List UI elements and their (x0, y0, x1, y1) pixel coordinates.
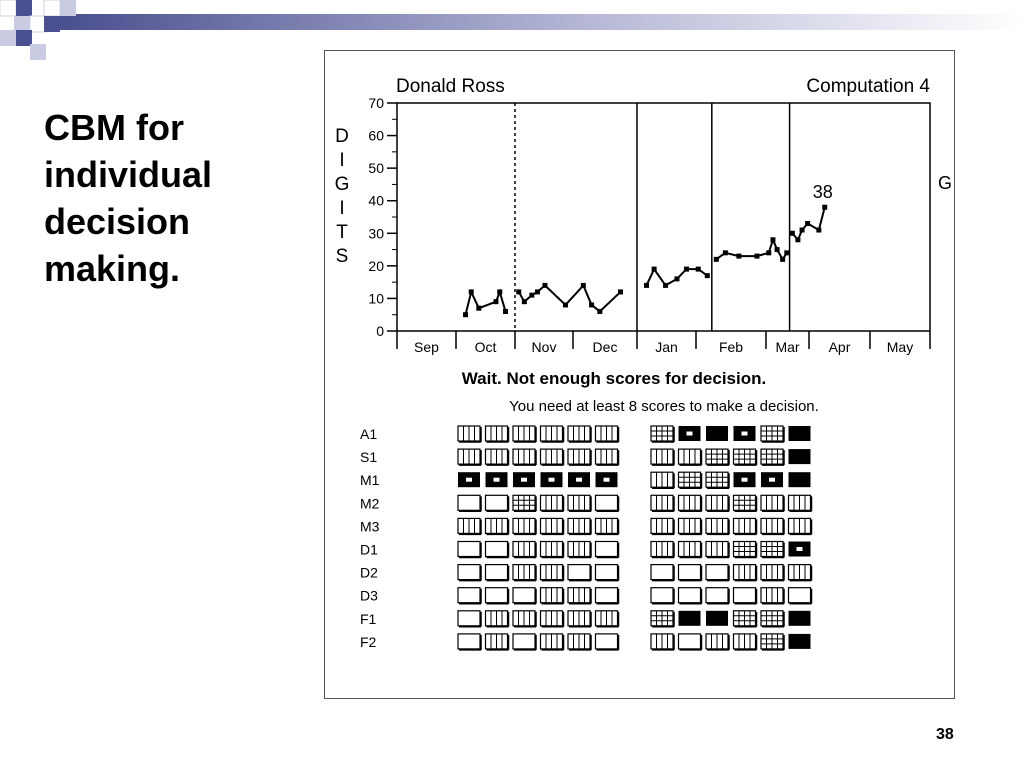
series-line (519, 285, 621, 311)
skill-box-solid-dot (789, 542, 811, 557)
skill-box-vertical (541, 495, 564, 511)
data-point (736, 254, 741, 259)
data-point (674, 276, 679, 281)
skill-box-vertical (486, 449, 509, 465)
data-point (476, 306, 481, 311)
skill-box-vertical (651, 634, 674, 650)
skill-box-empty (679, 588, 702, 604)
skill-row-label: D1 (360, 541, 378, 558)
skill-box-grid (706, 472, 729, 488)
skill-row-label: M1 (360, 472, 380, 489)
data-point (770, 237, 775, 242)
skill-box-dot (769, 478, 775, 482)
skill-box-fill (789, 426, 811, 441)
skill-box-vertical (651, 542, 674, 558)
skill-box-grid (651, 611, 674, 627)
skill-box-outline (596, 565, 618, 580)
skill-box-empty (651, 588, 674, 604)
data-point (522, 299, 527, 304)
data-point (780, 257, 785, 262)
skill-box-empty (596, 542, 619, 558)
skill-box-vertical (541, 634, 564, 650)
skill-box-solid-dot (458, 472, 480, 487)
skill-box-empty (596, 495, 619, 511)
skill-box-solid (789, 426, 811, 441)
x-tick-label: Dec (592, 339, 618, 355)
skill-row-label: S1 (360, 449, 378, 466)
skill-box-dot (604, 478, 610, 482)
skill-box-solid-dot (568, 472, 590, 487)
skill-box-vertical (568, 518, 591, 534)
skill-box-solid (679, 611, 701, 626)
skills-mastery-grid (360, 426, 812, 650)
data-point (800, 228, 805, 233)
data-point (805, 221, 810, 226)
skill-box-empty (486, 542, 509, 558)
skill-box-outline (679, 634, 701, 649)
x-tick-label: Jan (655, 339, 678, 355)
skill-row-label: D3 (360, 587, 378, 604)
data-point (503, 309, 508, 314)
skill-box-vertical (761, 495, 784, 511)
skill-box-vertical (513, 611, 536, 627)
skill-box-outline (596, 588, 618, 603)
skill-box-vertical (458, 449, 481, 465)
skill-row-label: A1 (360, 426, 378, 442)
skill-box-empty (486, 495, 509, 511)
skill-box-vertical (541, 588, 564, 604)
skill-box-empty (568, 565, 591, 581)
skill-box-empty (679, 634, 702, 650)
skill-box-grid (734, 449, 757, 465)
skill-box-fill (789, 611, 811, 626)
y-axis-letter: I (339, 150, 345, 171)
skill-box-vertical (651, 518, 674, 534)
data-point (618, 289, 623, 294)
skill-box-vertical (513, 518, 536, 534)
skill-box-solid-dot (596, 472, 618, 487)
skill-box-empty (458, 565, 481, 581)
skill-box-vertical (458, 426, 481, 442)
skill-box-empty (679, 565, 702, 581)
skill-box-empty (458, 588, 481, 604)
data-point (469, 289, 474, 294)
skill-box-vertical (679, 518, 702, 534)
skill-box-vertical (789, 518, 812, 534)
data-point (542, 283, 547, 288)
skill-box-outline (651, 565, 673, 580)
y-tick-label: 10 (368, 290, 384, 307)
skill-box-vertical (761, 565, 784, 581)
skill-box-vertical (541, 611, 564, 627)
student-name: Donald Ross (396, 76, 505, 97)
skill-box-outline (596, 634, 618, 649)
skill-box-vertical (458, 518, 481, 534)
skill-box-outline (679, 588, 701, 603)
skill-box-vertical (486, 518, 509, 534)
skill-box-outline (458, 495, 480, 510)
skill-box-solid (789, 472, 811, 487)
skill-box-empty (596, 588, 619, 604)
skill-box-outline (651, 588, 673, 603)
data-point (663, 283, 668, 288)
skill-box-solid-dot (761, 472, 783, 487)
skill-box-outline (789, 588, 811, 603)
skill-box-empty (651, 565, 674, 581)
skill-box-vertical (513, 426, 536, 442)
y-tick-label: 70 (368, 95, 384, 111)
skill-box-outline (486, 588, 508, 603)
data-point (723, 250, 728, 255)
skill-box-vertical (541, 518, 564, 534)
skill-box-empty (706, 565, 729, 581)
skill-box-dot (687, 432, 693, 436)
skill-box-grid (761, 426, 784, 442)
data-point (775, 247, 780, 252)
skill-box-outline (458, 588, 480, 603)
skill-row-label: M3 (360, 518, 380, 535)
x-tick-label: Apr (828, 339, 851, 355)
data-point (784, 250, 789, 255)
skill-box-outline (458, 565, 480, 580)
plot-area (397, 103, 930, 331)
skill-box-outline (513, 588, 535, 603)
skill-box-solid-dot (486, 472, 508, 487)
probe-name: Computation 4 (806, 76, 930, 97)
skill-row-label: M2 (360, 495, 380, 512)
skill-box-empty (513, 588, 536, 604)
skill-box-empty (486, 588, 509, 604)
data-point (497, 289, 502, 294)
skill-box-grid (706, 449, 729, 465)
skill-box-dot (521, 478, 527, 482)
y-tick-label: 0 (376, 323, 384, 339)
skill-box-vertical (706, 542, 729, 558)
skill-box-grid (761, 449, 784, 465)
skill-box-fill (789, 634, 811, 649)
skill-box-empty (486, 565, 509, 581)
y-tick-label: 60 (368, 127, 384, 144)
data-point (766, 250, 771, 255)
decision-message: Wait. Not enough scores for decision. (461, 369, 767, 388)
skill-box-grid (761, 542, 784, 558)
data-point (529, 293, 534, 298)
data-point (790, 231, 795, 236)
skill-box-vertical (596, 611, 619, 627)
skill-box-vertical (568, 495, 591, 511)
skill-box-vertical (761, 518, 784, 534)
skill-box-fill (706, 611, 728, 626)
data-point (535, 289, 540, 294)
skill-box-vertical (679, 449, 702, 465)
skill-box-solid (789, 449, 811, 464)
skill-box-dot (494, 478, 500, 482)
skill-box-outline (458, 611, 480, 626)
skill-box-grid (734, 542, 757, 558)
skill-box-vertical (513, 449, 536, 465)
skill-box-vertical (568, 449, 591, 465)
data-point (754, 254, 759, 259)
skill-box-solid (789, 634, 811, 649)
y-axis-letter: I (339, 198, 345, 219)
skill-box-solid (706, 611, 728, 626)
skill-box-outline (458, 634, 480, 649)
data-point (463, 312, 468, 317)
data-point (644, 283, 649, 288)
skill-box-empty (789, 588, 812, 604)
skill-box-solid-dot (679, 426, 701, 441)
skill-box-vertical (486, 634, 509, 650)
skill-box-empty (596, 634, 619, 650)
skill-box-outline (486, 495, 508, 510)
skill-box-outline (679, 565, 701, 580)
skill-box-solid-dot (513, 472, 535, 487)
skill-box-vertical (486, 611, 509, 627)
skill-box-outline (706, 565, 728, 580)
y-axis-letter: D (335, 126, 349, 147)
skill-box-vertical (706, 634, 729, 650)
skill-box-empty (513, 634, 536, 650)
progress-chart (368, 95, 930, 355)
skill-box-empty (458, 542, 481, 558)
skill-box-vertical (651, 449, 674, 465)
skill-box-empty (458, 634, 481, 650)
skill-box-vertical (789, 565, 812, 581)
skill-box-dot (576, 478, 582, 482)
skill-box-vertical (651, 472, 674, 488)
data-point (652, 267, 657, 272)
skill-box-fill (789, 449, 811, 464)
series-line (466, 292, 506, 315)
skill-box-grid (734, 611, 757, 627)
skill-box-vertical (789, 495, 812, 511)
skill-box-empty (458, 611, 481, 627)
y-tick-label: 30 (368, 225, 384, 242)
skill-box-vertical (596, 518, 619, 534)
skill-box-outline (596, 495, 618, 510)
y-tick-label: 20 (368, 257, 384, 274)
skill-box-grid (761, 611, 784, 627)
skill-box-vertical (706, 495, 729, 511)
skill-box-vertical (679, 542, 702, 558)
skill-box-vertical (734, 518, 757, 534)
skill-box-outline (486, 565, 508, 580)
skill-box-vertical (568, 426, 591, 442)
skill-box-grid (679, 472, 702, 488)
skill-box-vertical (568, 611, 591, 627)
skill-box-solid-dot (541, 472, 563, 487)
skill-box-outline (486, 542, 508, 557)
slide-number: 38 (936, 726, 954, 743)
skill-box-vertical (513, 565, 536, 581)
x-tick-label: May (886, 339, 914, 355)
skill-box-dot (797, 547, 803, 551)
score-annotation: 38 (812, 182, 833, 203)
data-point (705, 273, 710, 278)
data-point (597, 309, 602, 314)
skill-box-grid (734, 495, 757, 511)
skill-box-vertical (596, 426, 619, 442)
skill-box-outline (568, 565, 590, 580)
decision-detail: You need at least 8 scores to make a decision. (509, 398, 819, 415)
skill-box-vertical (761, 588, 784, 604)
skill-box-empty (734, 588, 757, 604)
y-axis-letter: T (336, 222, 348, 243)
skill-box-solid-dot (734, 426, 756, 441)
data-point (816, 228, 821, 233)
skill-box-dot (466, 478, 472, 482)
data-point (589, 302, 594, 307)
skill-row-label: F1 (360, 610, 377, 627)
skill-box-dot (742, 478, 748, 482)
skill-box-vertical (568, 634, 591, 650)
data-point (684, 267, 689, 272)
skill-box-grid (761, 634, 784, 650)
y-axis-letter: S (335, 246, 349, 267)
skill-box-vertical (541, 565, 564, 581)
skill-box-outline (458, 542, 480, 557)
y-tick-label: 50 (368, 160, 384, 177)
slide-title-line: CBM for (44, 107, 184, 148)
data-point (516, 289, 521, 294)
skill-box-grid (513, 495, 536, 511)
skill-box-vertical (541, 449, 564, 465)
slide-title-line: decision (44, 201, 191, 242)
skill-box-outline (706, 588, 728, 603)
skill-box-vertical (486, 426, 509, 442)
goal-marker: G (938, 173, 953, 193)
skill-box-empty (596, 565, 619, 581)
skill-box-empty (458, 495, 481, 511)
skill-box-solid (706, 426, 728, 441)
skill-row-label: F2 (360, 633, 377, 650)
data-point (822, 205, 827, 210)
skill-box-vertical (541, 426, 564, 442)
skill-box-outline (513, 634, 535, 649)
x-tick-label: Feb (718, 339, 744, 355)
x-tick-label: Mar (775, 339, 800, 355)
x-tick-label: Sep (414, 339, 439, 355)
x-tick-label: Nov (531, 339, 557, 355)
skill-box-outline (596, 542, 618, 557)
skill-box-vertical (568, 588, 591, 604)
data-point (714, 257, 719, 262)
y-axis-letter: G (334, 174, 350, 195)
skill-box-solid (789, 611, 811, 626)
skill-box-dot (549, 478, 555, 482)
data-point (563, 302, 568, 307)
x-tick-label: Oct (474, 339, 497, 355)
slide-title-line: individual (44, 154, 213, 195)
skill-box-vertical (568, 542, 591, 558)
skill-box-vertical (651, 495, 674, 511)
skill-box-outline (734, 588, 756, 603)
y-tick-label: 40 (368, 192, 384, 209)
skill-box-fill (706, 426, 728, 441)
skill-box-vertical (541, 542, 564, 558)
skill-box-fill (679, 611, 701, 626)
skill-box-solid-dot (734, 472, 756, 487)
skill-box-vertical (596, 449, 619, 465)
skill-box-empty (706, 588, 729, 604)
data-point (696, 267, 701, 272)
skill-box-fill (789, 472, 811, 487)
skill-box-vertical (679, 495, 702, 511)
skill-box-vertical (706, 518, 729, 534)
skill-box-grid (651, 426, 674, 442)
skill-box-vertical (734, 634, 757, 650)
skill-box-vertical (513, 542, 536, 558)
data-point (581, 283, 586, 288)
data-point (493, 299, 498, 304)
skill-row-label: D2 (360, 564, 378, 581)
data-point (795, 237, 800, 242)
skill-box-vertical (734, 565, 757, 581)
slide-title-line: making. (44, 248, 181, 289)
skill-box-dot (742, 432, 748, 436)
